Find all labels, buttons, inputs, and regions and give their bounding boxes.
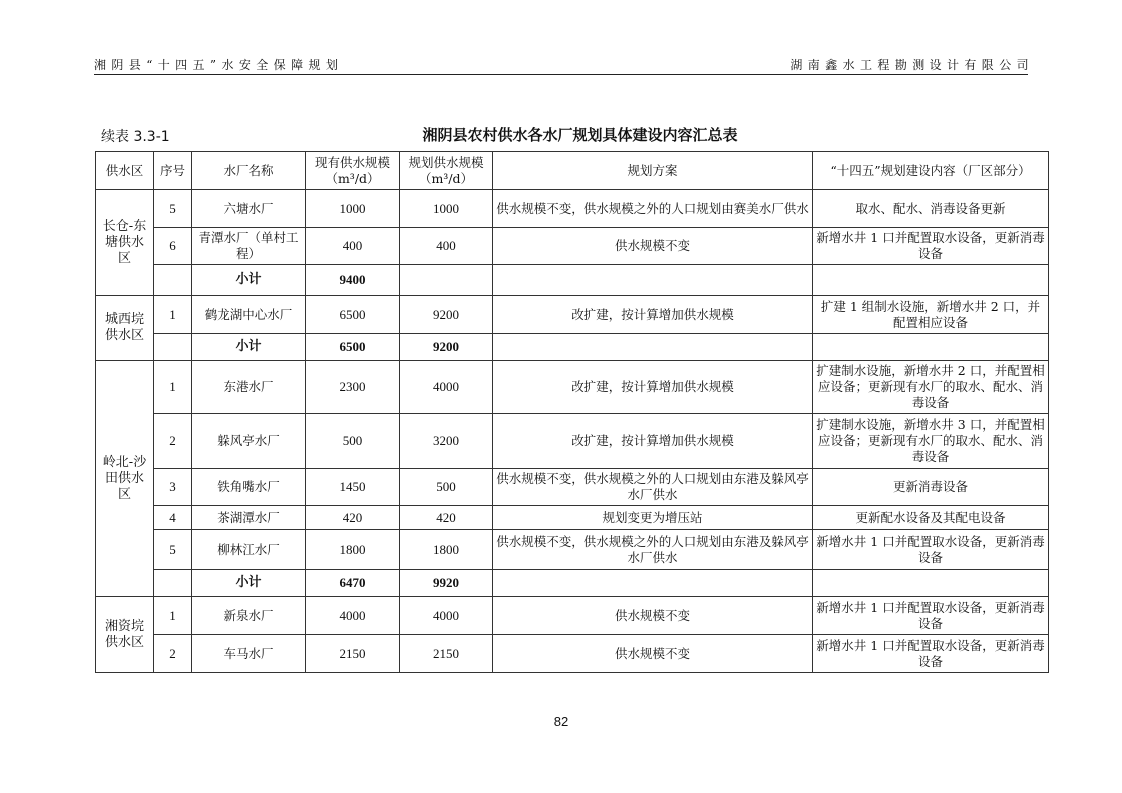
table-row — [96, 361, 1049, 414]
content-cell: 扩建制水设施，新增水井 3 口，并配置相应设备；更新现有水厂的取水、配水、消毒设备 — [813, 414, 1049, 469]
table-row — [96, 635, 1049, 673]
plan-cell: 供水规模不变 — [493, 597, 813, 635]
subtotal-label: 小计 — [192, 265, 306, 296]
column-header-zone: 供水区 — [96, 152, 154, 190]
plan-cell: 改扩建，按计算增加供水规模 — [493, 296, 813, 334]
seq-cell: 5 — [154, 530, 192, 570]
plan-cell: 供水规模不变，供水规模之外的人口规划由东港及躲风亭水厂供水 — [493, 469, 813, 506]
subtotal-current: 6470 — [306, 570, 400, 597]
plant-name-cell: 青潭水厂（单村工程） — [192, 228, 306, 265]
column-header-seq: 序号 — [154, 152, 192, 190]
current-capacity-cell: 4000 — [306, 597, 400, 635]
planned-capacity-cell: 9200 — [400, 296, 493, 334]
table-row — [96, 414, 1049, 469]
content-cell: 更新消毒设备 — [813, 469, 1049, 506]
planned-capacity-cell: 2150 — [400, 635, 493, 673]
subtotal-planned — [400, 265, 493, 296]
table-row — [96, 228, 1049, 265]
plant-name-cell: 鹤龙湖中心水厂 — [192, 296, 306, 334]
current-capacity-cell: 400 — [306, 228, 400, 265]
planned-capacity-cell: 420 — [400, 506, 493, 530]
subtotal-seq-cell — [154, 265, 192, 296]
subtotal-content-cell — [813, 334, 1049, 361]
seq-cell: 5 — [154, 190, 192, 228]
zone-cell: 岭北-沙田供水区 — [96, 361, 154, 597]
seq-cell: 1 — [154, 296, 192, 334]
current-capacity-cell: 2300 — [306, 361, 400, 414]
current-capacity-cell: 500 — [306, 414, 400, 469]
zone-cell: 长仓-东塘供水区 — [96, 190, 154, 296]
subtotal-plan-cell — [493, 334, 813, 361]
current-capacity-cell: 2150 — [306, 635, 400, 673]
plant-name-cell: 柳林江水厂 — [192, 530, 306, 570]
table-row — [96, 469, 1049, 506]
table-row — [96, 296, 1049, 334]
column-header-planned-capacity: 规划供水规模（m³/d） — [400, 152, 493, 190]
content-cell: 取水、配水、消毒设备更新 — [813, 190, 1049, 228]
planned-capacity-cell: 500 — [400, 469, 493, 506]
plant-name-cell: 新泉水厂 — [192, 597, 306, 635]
column-header-plan: 规划方案 — [493, 152, 813, 190]
header-divider — [94, 74, 1028, 75]
current-capacity-cell: 1450 — [306, 469, 400, 506]
plant-name-cell: 车马水厂 — [192, 635, 306, 673]
content-cell: 新增水井 1 口并配置取水设备，更新消毒设备 — [813, 597, 1049, 635]
content-cell: 新增水井 1 口并配置取水设备，更新消毒设备 — [813, 635, 1049, 673]
current-capacity-cell: 6500 — [306, 296, 400, 334]
column-header-content: “十四五”规划建设内容（厂区部分） — [813, 152, 1049, 190]
zone-cell: 湘资垸供水区 — [96, 597, 154, 673]
subtotal-plan-cell — [493, 265, 813, 296]
page-number: 82 — [553, 714, 569, 729]
subtotal-seq-cell — [154, 334, 192, 361]
subtotal-content-cell — [813, 570, 1049, 597]
plan-cell: 供水规模不变 — [493, 635, 813, 673]
header-document-title: 湘阴县“十四五”水安全保障规划 — [94, 58, 344, 72]
table-row — [96, 190, 1049, 228]
subtotal-label: 小计 — [192, 334, 306, 361]
content-cell: 新增水井 1 口并配置取水设备，更新消毒设备 — [813, 530, 1049, 570]
page-header — [94, 56, 1034, 74]
content-cell: 新增水井 1 口并配置取水设备，更新消毒设备 — [813, 228, 1049, 265]
subtotal-current: 9400 — [306, 265, 400, 296]
plan-cell: 供水规模不变，供水规模之外的人口规划由东港及躲风亭水厂供水 — [493, 530, 813, 570]
current-capacity-cell: 420 — [306, 506, 400, 530]
current-capacity-cell: 1000 — [306, 190, 400, 228]
seq-cell: 4 — [154, 506, 192, 530]
planned-capacity-cell: 4000 — [400, 361, 493, 414]
header-company-name: 湖南鑫水工程勘测设计有限公司 — [790, 58, 1034, 72]
table-title: 湘阴县农村供水各水厂规划具体建设内容汇总表 — [422, 126, 738, 144]
planned-capacity-cell: 3200 — [400, 414, 493, 469]
seq-cell: 2 — [154, 414, 192, 469]
plant-name-cell: 六塘水厂 — [192, 190, 306, 228]
planned-capacity-cell: 400 — [400, 228, 493, 265]
column-header-plant-name: 水厂名称 — [192, 152, 306, 190]
table-number-label: 续表 3.3-1 — [101, 129, 170, 145]
subtotal-current: 6500 — [306, 334, 400, 361]
subtotal-plan-cell — [493, 570, 813, 597]
seq-cell: 2 — [154, 635, 192, 673]
zone-cell: 城西垸供水区 — [96, 296, 154, 361]
content-cell: 扩建 1 组制水设施，新增水井 2 口，并配置相应设备 — [813, 296, 1049, 334]
plan-cell: 规划变更为增压站 — [493, 506, 813, 530]
plan-cell: 改扩建，按计算增加供水规模 — [493, 361, 813, 414]
subtotal-seq-cell — [154, 570, 192, 597]
plan-cell: 供水规模不变，供水规模之外的人口规划由赛美水厂供水 — [493, 190, 813, 228]
plant-name-cell: 东港水厂 — [192, 361, 306, 414]
seq-cell: 6 — [154, 228, 192, 265]
plan-cell: 改扩建，按计算增加供水规模 — [493, 414, 813, 469]
planned-capacity-cell: 4000 — [400, 597, 493, 635]
content-cell: 扩建制水设施，新增水井 2 口，并配置相应设备；更新现有水厂的取水、配水、消毒设备 — [813, 361, 1049, 414]
subtotal-planned: 9200 — [400, 334, 493, 361]
water-plant-summary-table — [95, 151, 1049, 673]
plan-cell: 供水规模不变 — [493, 228, 813, 265]
table-row — [96, 506, 1049, 530]
plant-name-cell: 躲风亭水厂 — [192, 414, 306, 469]
seq-cell: 1 — [154, 597, 192, 635]
table-row — [96, 530, 1049, 570]
current-capacity-cell: 1800 — [306, 530, 400, 570]
table-row — [96, 597, 1049, 635]
subtotal-row — [96, 570, 1049, 597]
seq-cell: 1 — [154, 361, 192, 414]
seq-cell: 3 — [154, 469, 192, 506]
content-cell: 更新配水设备及其配电设备 — [813, 506, 1049, 530]
plant-name-cell: 茶湖潭水厂 — [192, 506, 306, 530]
subtotal-planned: 9920 — [400, 570, 493, 597]
subtotal-row — [96, 334, 1049, 361]
subtotal-content-cell — [813, 265, 1049, 296]
planned-capacity-cell: 1800 — [400, 530, 493, 570]
table-header-row — [96, 152, 1049, 190]
plant-name-cell: 铁角嘴水厂 — [192, 469, 306, 506]
subtotal-label: 小计 — [192, 570, 306, 597]
subtotal-row — [96, 265, 1049, 296]
column-header-current-capacity: 现有供水规模（m³/d） — [306, 152, 400, 190]
planned-capacity-cell: 1000 — [400, 190, 493, 228]
